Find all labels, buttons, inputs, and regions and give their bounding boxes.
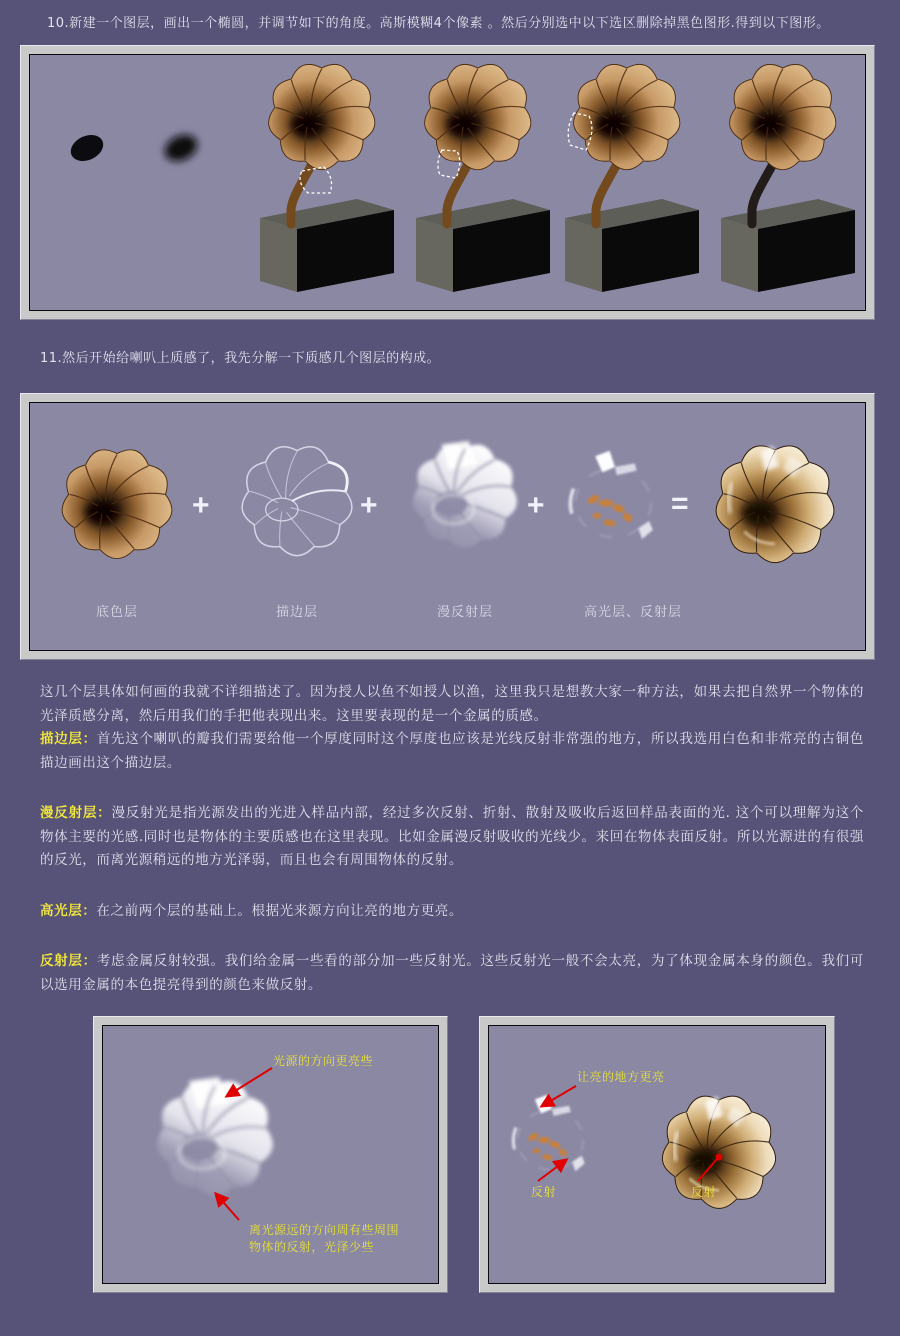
final-horn-graphic: [716, 446, 834, 563]
label-diffuse-layer: 漫反射层: [436, 605, 494, 620]
equals-sign: =: [671, 487, 689, 520]
step-image-panel-layers: [20, 393, 875, 660]
step-image-panel-gramophones: [20, 45, 875, 320]
diffuse-layer-graphic: [413, 441, 517, 548]
diffuse-layer-term: 漫反射层：: [40, 805, 112, 821]
highlight-layer-text: 在之前两个层的基础上。根据光来源方向让亮的地方更亮。: [96, 902, 464, 919]
diffuse-layer-text: 漫反射光是指光源发出的光进入样品内部，经过多次反射、折射、散射及吸收后返回样品表面的光. 这个可以理解为这个物体主要的光感.同时也是物体的主要质感也在这里表现。比如金属漫反射吸收的光线少。来回在物体表面反射。所以光源进的有很强的反光，而离光源稍远的地方光泽弱，而且也会有周围物体的反射。: [40, 805, 865, 868]
step-10-text: 10.新建一个图层，画出一个椭圆，并调节如下的角度。高斯模糊4个像素 。然后分别选中以下选区删除掉黑色图形.得到以下图形。: [47, 16, 830, 31]
tutorial-body: [40, 681, 864, 997]
stroke-layer-graphic: [242, 447, 352, 556]
paragraph-stroke-layer: [40, 728, 864, 775]
gramophone-4: [721, 64, 855, 292]
ellipse-shape: [67, 130, 108, 166]
highlight-layer-term: 高光层：: [40, 902, 97, 919]
stroke-layer-term: 描边层：: [40, 731, 97, 747]
step-11-text: 11.然后开始给喇叭上质感了，我先分解一下质感几个图层的构成。: [40, 351, 441, 366]
plus-sign-2: +: [360, 489, 378, 522]
note-reflection-right: 反射: [691, 1185, 717, 1199]
gramophone-1: [260, 64, 394, 292]
red-arrow-icon: [538, 1160, 566, 1181]
plus-sign-3: +: [527, 489, 545, 522]
gramophones-graphic: [30, 55, 866, 310]
reflection-layer-text: 考虑金属反射较强。我们给金属一些看的部分加一些反射光。这些反射光一般不会太亮，为了体现金属本身的颜色。我们可以选用金属的本色提亮得到的颜色来做反射。: [40, 953, 864, 993]
label-base-color-layer: 底色层: [95, 605, 139, 620]
highlight-reflection-layer-graphic: [570, 451, 652, 539]
reflection-notes-panel: [479, 1016, 835, 1293]
reflection-notes-graphic: [489, 1026, 826, 1283]
paragraph-diffuse-layer: [40, 802, 864, 873]
label-stroke-layer: 描边层: [275, 605, 319, 620]
stroke-layer-text: 首先这个喇叭的瓣我们需要给他一个厚度同时这个厚度也应该是光线反射非常强的地方，所以我选用白色和非常亮的古铜色描边画出这个描边层。: [40, 731, 864, 771]
diffuse-horn-large: [157, 1077, 272, 1196]
blurred-ellipse-shape: [161, 130, 202, 166]
panel-2-canvas: [29, 402, 866, 651]
panel-1-canvas: [29, 54, 866, 311]
paragraph-reflection-layer: [40, 950, 864, 997]
note-far-line-1: 离光源远的方向周有些周围: [249, 1223, 400, 1237]
paragraph-highlight-layer: [40, 900, 864, 924]
diffuse-notes-panel: [93, 1016, 448, 1293]
panel-4-canvas: [488, 1025, 826, 1284]
paragraph-intro: [40, 681, 864, 728]
label-highlight-reflection-layer: 高光层、反射层: [583, 605, 683, 620]
gramophone-2: [416, 64, 550, 292]
note-far-from-light: [249, 1222, 399, 1256]
note-far-line-2: 物体的反射，光泽少些: [249, 1240, 375, 1254]
panel-3-canvas: [102, 1025, 439, 1284]
red-arrow-dot: [716, 1154, 723, 1161]
gramophone-3: [565, 64, 699, 292]
note-brighten: 让亮的地方更亮: [577, 1070, 665, 1084]
red-arrow-icon: [216, 1194, 239, 1220]
final-horn-large: [662, 1096, 775, 1208]
intro-text: 这几个层具体如何画的我就不详细描述了。因为授人以鱼不如授人以渔，这里我只是想教大家一种方法，如果去把自然界一个物体的光泽质感分离，然后用我们的手把他表现出来。这里要表现的是一个金属的质感。: [40, 684, 864, 724]
note-reflection-left: 反射: [531, 1185, 557, 1199]
highlight-layer-small: [513, 1095, 584, 1171]
plus-sign-1: +: [192, 489, 210, 522]
note-light-direction: 光源的方向更亮些: [273, 1054, 374, 1068]
reflection-layer-term: 反射层：: [40, 953, 97, 969]
base-color-layer-graphic: [62, 450, 172, 559]
